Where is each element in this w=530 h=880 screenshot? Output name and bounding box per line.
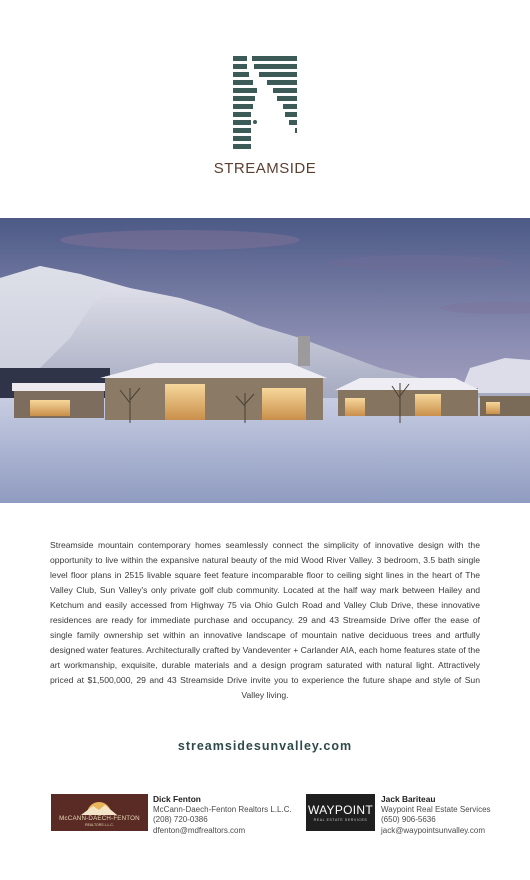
- agent-email[interactable]: jack@waypointsunvalley.com: [381, 825, 486, 835]
- agent-company: McCann-Daech-Fenton Realtors L.L.C.: [153, 804, 292, 814]
- agent-email[interactable]: dfenton@mdfrealtors.com: [153, 825, 246, 835]
- website-link[interactable]: streamsidesunvalley.com: [177, 739, 353, 753]
- agent-jack-bariteau: [381, 794, 491, 836]
- waypoint-logo-text: WAYPOINT: [307, 803, 374, 817]
- brand-name: STREAMSIDE: [213, 160, 317, 177]
- agent-phone[interactable]: (650) 906-5636: [381, 815, 436, 824]
- mccann-logo-text: McCANN-DAECH-FENTON: [59, 815, 140, 822]
- agent-company: Waypoint Real Estate Services: [381, 804, 491, 814]
- waypoint-logo: [306, 794, 375, 831]
- hero-image: [0, 218, 530, 503]
- mccann-logo-subtext: REALTORS L.L.C.: [85, 823, 114, 827]
- mccann-logo: [51, 794, 148, 831]
- property-description: Streamside mountain contemporary homes seamlessly connect the simplicity of innovative design with the opportunity to live within the expansive natural beauty of the mid Wood River Valley. 3 bedroom, 3.5 bath single level floor plans in 2515 livable square feet feature incomparable floor to ceiling sight lines in the heart of The Valley Club, Sun Valley's only private golf club community. Located at the half way mark between Hailey and Ketchum and easily accessed from Highway 75 via Ohio Gulch Road and Valley Club Drive, these innovative residences are ready for immediate purchase and occupancy. 29 and 43 Streamside Drive offer the ease of single family ownership set within an innovative landscape of mountain native deciduous trees and artfully designed water features. Architecturally crafted by Vandeventer + Carlander AIA, each home features state of the art workmanship, exquisite, durable materials and a design program saturated with natural light. Attractively priced at $1,500,000, 29 and 43 Streamside Drive invite you to experience the future shape and style of Sun Valley living.: [50, 540, 480, 700]
- agent-dick-fenton: [153, 794, 292, 836]
- hero-scene: [0, 218, 530, 503]
- streamside-logo: [233, 56, 297, 152]
- agent-name: Jack Bariteau: [381, 794, 436, 804]
- agent-phone[interactable]: (208) 720-0386: [153, 815, 208, 824]
- agent-name: Dick Fenton: [153, 794, 201, 804]
- waypoint-logo-subtext: REAL ESTATE SERVICES: [313, 818, 368, 822]
- streamside-logo-mark: [233, 56, 297, 152]
